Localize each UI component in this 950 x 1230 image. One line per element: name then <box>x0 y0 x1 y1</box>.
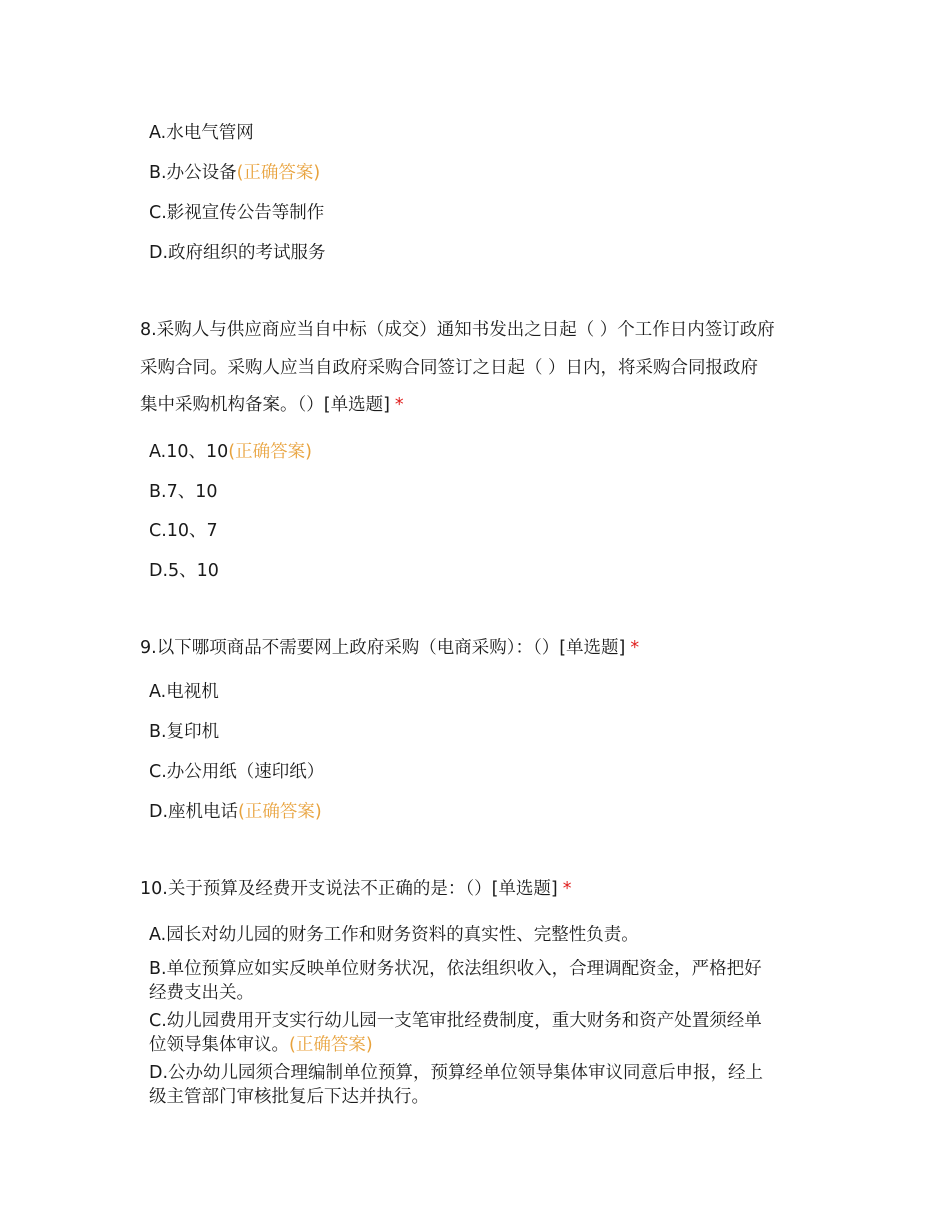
correct-answer-tag: (正确答案) <box>228 442 312 462</box>
q8-option-d[interactable] <box>149 559 219 583</box>
option-text: C.10、7 <box>149 521 218 541</box>
option-text: B.7、10 <box>149 482 218 502</box>
q7-option-d[interactable] <box>149 241 326 265</box>
option-text: A.园长对幼儿园的财务工作和财务资料的真实性、完整性负责。 <box>149 925 639 945</box>
q9-option-c[interactable] <box>149 760 324 784</box>
option-text: A.电视机 <box>149 682 219 702</box>
q7-option-a[interactable] <box>149 121 254 145</box>
q9-option-b[interactable] <box>149 720 219 744</box>
title-text: 9.以下哪项商品不需要网上政府采购（电商采购）：（）[单选题] <box>140 638 626 658</box>
q8-option-b[interactable] <box>149 480 217 504</box>
option-text: D.座机电话 <box>149 802 239 822</box>
q8-title-line-2: 采购合同。采购人应当自政府采购合同签订之日起（ ）日内，将采购合同报政府 <box>140 358 759 378</box>
required-star: * <box>394 395 404 415</box>
q10-option-a[interactable] <box>149 923 639 947</box>
correct-answer-tag: (正确答案) <box>238 802 322 822</box>
required-star: * <box>562 879 572 899</box>
q10-title <box>140 877 571 901</box>
q8-title-line-3 <box>140 393 404 417</box>
correct-answer-tag: (正确答案) <box>236 163 321 183</box>
q10-option-d-line-2[interactable]: 级主管部门审核批复后下达并执行。 <box>149 1087 429 1107</box>
q9-option-d[interactable] <box>149 800 322 824</box>
option-text: A.水电气管网 <box>149 123 254 143</box>
q9-title <box>140 636 639 660</box>
q10-option-c-line-2[interactable] <box>149 1033 373 1057</box>
option-text: 位领导集体审议。 <box>149 1035 289 1055</box>
option-text: C.影视宣传公告等制作 <box>149 203 325 223</box>
q10-option-b-line-2[interactable]: 经费支出关。 <box>149 983 254 1003</box>
option-text: B.办公设备 <box>149 163 237 183</box>
required-star: * <box>630 638 640 658</box>
title-text: 10.关于预算及经费开支说法不正确的是：（）[单选题] <box>140 879 558 899</box>
q10-option-c-line-1[interactable]: C.幼儿园费用开支实行幼儿园一支笔审批经费制度，重大财务和资产处置须经单 <box>149 1011 762 1031</box>
option-text: A.10、10 <box>149 442 229 462</box>
q8-option-c[interactable] <box>149 519 218 543</box>
q10-option-b-line-1[interactable]: B.单位预算应如实反映单位财务状况，依法组织收入，合理调配资金，严格把好 <box>149 959 762 979</box>
correct-answer-tag: (正确答案) <box>289 1035 373 1055</box>
q8-option-a[interactable] <box>149 440 312 464</box>
option-text: D.政府组织的考试服务 <box>149 243 326 263</box>
q8-title-line-1: 8.采购人与供应商应当自中标（成交）通知书发出之日起（ ）个工作日内签订政府 <box>140 320 775 340</box>
q9-option-a[interactable] <box>149 680 219 704</box>
option-text: D.5、10 <box>149 561 219 581</box>
q10-option-d-line-1[interactable]: D.公办幼儿园须合理编制单位预算，预算经单位领导集体审议同意后申报，经上 <box>149 1063 764 1083</box>
title-text: 集中采购机构备案。（）[单选题] <box>140 395 390 415</box>
option-text: B.复印机 <box>149 722 220 742</box>
q7-option-c[interactable] <box>149 201 324 225</box>
q7-option-b[interactable] <box>149 161 320 185</box>
option-text: C.办公用纸（速印纸） <box>149 762 325 782</box>
